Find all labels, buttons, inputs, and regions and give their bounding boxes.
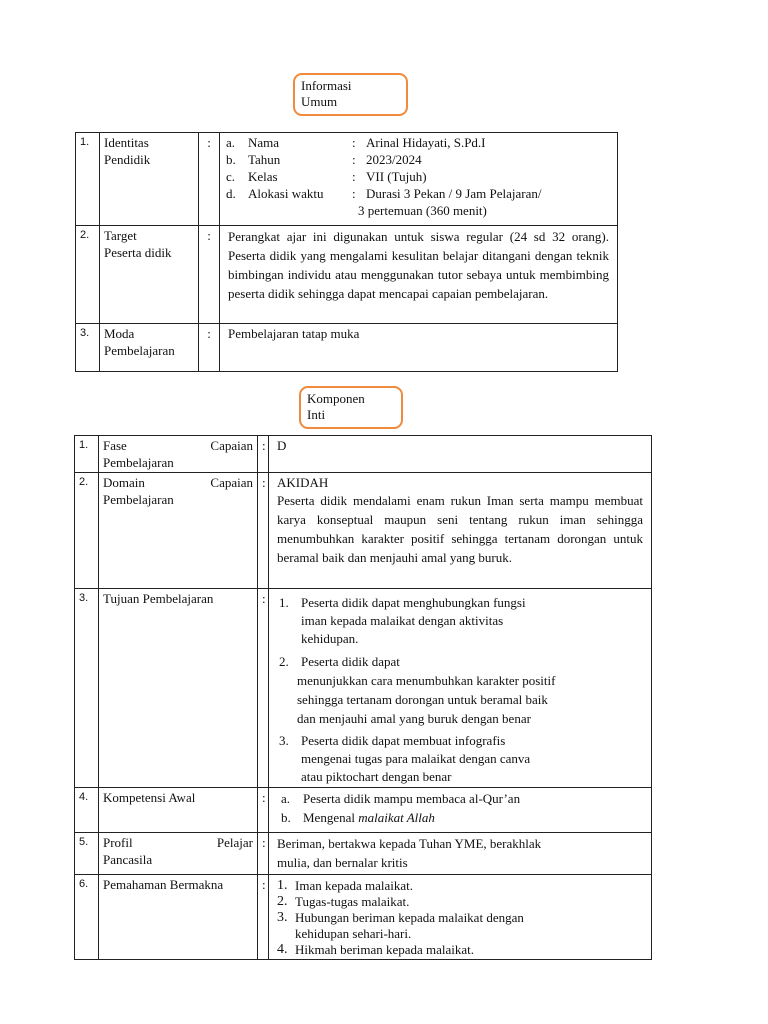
row-label: Fase Capaian Pembelajaran	[99, 436, 258, 473]
row-colon: :	[258, 473, 269, 589]
list-item: b. Mengenal malaikat Allah	[281, 810, 435, 825]
section-label-line1: Informasi	[301, 78, 352, 93]
profil-text: Beriman, bertakwa kepada Tuhan YME, berakhlak mulia, dan bernalar kritis	[269, 833, 652, 875]
row-number: 4.	[75, 788, 99, 833]
section-label-line1: Komponen	[307, 391, 365, 406]
table-row	[75, 833, 652, 875]
row-label: Pemahaman Bermakna	[99, 875, 258, 960]
fase-value: D	[269, 436, 652, 473]
identitas-cell	[220, 133, 618, 226]
list-item: 1. Iman kepada malaikat.	[277, 878, 414, 893]
table-row	[76, 133, 618, 226]
list-item: c. Kelas : VII (Tujuh)	[226, 169, 427, 184]
table-row	[75, 436, 652, 473]
komponen-table	[74, 435, 652, 960]
table-row	[76, 324, 618, 372]
list-item: a. Peserta didik mampu membaca al-Qur’an	[281, 791, 521, 806]
table-row	[76, 226, 618, 324]
domain-cell	[269, 473, 652, 589]
target-text: Perangkat ajar ini digunakan untuk siswa regular (24 sd 32 orang). Peserta didik yang mengalami kesulitan belajar ditangani dengan teknik bimbingan individu atau menggunakan tutor sebaya untuk membimbing peserta didik sehingga dapat mencapai capaian pembelajaran.	[220, 226, 618, 324]
row-colon: :	[199, 324, 220, 372]
row-label: Moda Pembelajaran	[100, 324, 199, 372]
row-colon: :	[258, 436, 269, 473]
table-row	[75, 875, 652, 960]
row-number: 5.	[75, 833, 99, 875]
moda-text: Pembelajaran tatap muka	[220, 324, 618, 372]
row-label: Target Peserta didik	[100, 226, 199, 324]
list-item: 1. Peserta didik dapat menghubungkan fungsi iman kepada malaikat dengan aktivitas kehidupan.	[279, 595, 526, 646]
row-number: 2.	[76, 226, 100, 324]
row-number: 1.	[75, 436, 99, 473]
pemahaman-list	[269, 875, 652, 960]
list-item: 2. Peserta didik dapat menunjukkan cara menumbuhkan karakter positif sehingga tertanam dorongan untuk beramal baik dan menjauhi amal yang buruk dengan benar	[279, 654, 556, 726]
kompetensi-list	[269, 788, 652, 833]
row-number: 1.	[76, 133, 100, 226]
row-colon: :	[258, 589, 269, 788]
section-label-line2: Inti	[307, 407, 326, 422]
list-item: b. Tahun : 2023/2024	[226, 152, 422, 167]
row-label: Identitas Pendidik	[100, 133, 199, 226]
row-label: Tujuan Pembelajaran	[99, 589, 258, 788]
section-label-komponen-inti	[299, 386, 403, 429]
section-label-informasi-umum	[293, 73, 408, 116]
info-table	[75, 132, 618, 372]
table-row	[75, 589, 652, 788]
row-number: 3.	[76, 324, 100, 372]
list-item: d. Alokasi waktu : Durasi 3 Pekan / 9 Jam Pelajaran/	[226, 186, 542, 201]
list-item: 3. Hubungan beriman kepada malaikat dengan kehidupan sehari-hari.	[277, 910, 524, 941]
list-item: 4. Hikmah beriman kepada malaikat.	[277, 942, 475, 957]
row-number: 3.	[75, 589, 99, 788]
row-label: Profil Pelajar Pancasila	[99, 833, 258, 875]
row-label: Domain Capaian Pembelajaran	[99, 473, 258, 589]
domain-text: Peserta didik mendalami enam rukun Iman serta mampu membuat karya konseptual maupun seni tentang rukun iman sehingga menumbuhkan karakter positif sehingga tertanam dorongan untuk beramal baik dan menjauhi amal yang buruk.	[277, 493, 643, 565]
row-label: Kompetensi Awal	[99, 788, 258, 833]
domain-title: AKIDAH	[277, 475, 329, 490]
alokasi-continuation: 3 pertemuan (360 menit)	[358, 203, 487, 218]
row-colon: :	[258, 833, 269, 875]
row-colon: :	[199, 133, 220, 226]
row-colon: :	[199, 226, 220, 324]
tujuan-list	[269, 589, 652, 788]
list-item: 2. Tugas-tugas malaikat.	[277, 894, 410, 909]
list-item: a. Nama : Arinal Hidayati, S.Pd.I	[226, 135, 486, 150]
table-row	[75, 473, 652, 589]
row-colon: :	[258, 875, 269, 960]
table-row	[75, 788, 652, 833]
list-item: 3. Peserta didik dapat membuat infografis mengenai tugas para malaikat dengan canva atau piktochart dengan benar	[279, 733, 531, 784]
section-label-line2: Umum	[301, 94, 338, 109]
row-number: 2.	[75, 473, 99, 589]
row-colon: :	[258, 788, 269, 833]
row-number: 6.	[75, 875, 99, 960]
